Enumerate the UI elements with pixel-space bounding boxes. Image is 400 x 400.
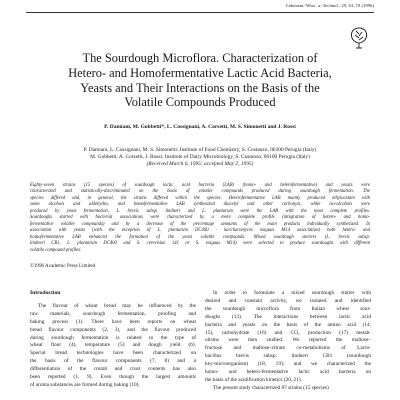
header-rule xyxy=(26,12,374,13)
text-line: The flavour of wheat bread may be influenced by the xyxy=(38,302,196,309)
text-line: doughs (13). The interactions between lactic acid xyxy=(205,313,371,320)
text-line: wheat flour (4), temperature (5) and dough yield (6). xyxy=(30,342,196,349)
text-line: of aroma substances are formed during baking (10), xyxy=(30,381,140,388)
abstract-line: association with yeasts (with the exception of L. plantarum DC400 · Saccharomyces exiguus M14 association) both hetero- and xyxy=(30,228,370,234)
text-line: been reported (1, 9). Even though the largest amounts xyxy=(30,374,196,381)
text-line: In order to formulate a mixed sourdough starter with xyxy=(213,290,371,296)
publisher-logo-icon xyxy=(348,26,370,50)
text-line: raw materials, sourdough fermentation, proofing and xyxy=(30,310,196,317)
text-line: differentiation of the crumb and crust contents has also xyxy=(30,366,196,373)
abstract-line: species differed and, in general, the strains differed within the species. Heterofermentative LAB mainly produced ethylacetate with xyxy=(30,195,370,201)
text-line: the basis of the acidification kinetics (20, 21). xyxy=(205,376,302,383)
affiliations xyxy=(20,147,380,169)
abstract-line: Sourdoughs started with bacterial associations were characterized by a more complete profile (integration of hetero- and homo- xyxy=(30,215,370,221)
section-heading-introduction: Introduction xyxy=(30,290,61,296)
abstract-line: produced by yeast fermentation. L. brevis subsp. lindneri and L. plantarum were the LAB with the most complete profiles. xyxy=(30,208,370,214)
text-line: the sourdough microflora from Italian wheat sour- xyxy=(205,305,371,312)
text-line: bacteria and yeasts on the basis of the amino acid (14, xyxy=(205,321,371,328)
text-line: olisms were then studied. We reported the maltose– xyxy=(205,337,371,344)
text-line: desired and constant activity, we isolated and identified xyxy=(205,297,371,304)
text-line: key-microorganism) (18, 19); and we characterized the xyxy=(205,361,371,368)
received-dates: (Received March 6, 1995; accepted May 2, 1995) xyxy=(146,161,254,168)
left-column xyxy=(30,290,196,390)
abstract-line: fermentative volatile compounds) and by a decrease of the percentage amounts of the main products individually synthesized. In xyxy=(30,221,370,227)
title-line: Yeasts and Their Interactions on the Basis of the xyxy=(80,80,320,95)
text-line: homo- and hetero-fermentative lactic acid bacteria on xyxy=(205,369,371,376)
text-line: 15), carbohydrate (16) and CO₂ production (17) metab- xyxy=(205,329,371,336)
text-line: the basis of the flavour components (7, 8) and a xyxy=(30,358,196,365)
abstract xyxy=(30,183,370,254)
title-line: The Sourdough Microflora. Characterization of xyxy=(82,51,318,65)
text-line: bread flavour components (2, 3), and the flavour produced xyxy=(30,326,196,333)
journal-reference: Lebensm.-Wiss. u.-Technol., 29, 63–70 (1996) xyxy=(286,3,374,8)
text-line: The present study characterized 87 strains (15 species) xyxy=(213,384,329,391)
affiliation-line: P. Damiani, L. Cossignani, M. S. Simonetti: Institute of Food Chemistry, S. Costanzo, 06100 Perugia (Italy) xyxy=(83,147,317,153)
abstract-line: Eighty-seven strains (15 species) of sourdough lactic acid bacteria (LAB) (homo- and heterofermentative) and yeasts were xyxy=(30,183,370,188)
text-line: fructose and maltose–citrate co-metabolisms of Lacto- xyxy=(205,345,371,352)
copyright-notice: ©1996 Academic Press Limited xyxy=(30,263,96,269)
introduction-text xyxy=(30,303,196,390)
title-line: Hetero- and Homofermentative Lactic Acid Bacteria, xyxy=(68,65,332,80)
abstract-line: characterized and statistically-discriminated on the basis of volatile compounds produced during sourdough fermentation. The xyxy=(30,189,370,195)
abstract-line: some alcohols and aldehydes, and homofermentative LAB synthesized diacetyl and other carbonyls, while iso-alcohols were xyxy=(30,202,370,208)
author-list: P. Damiani, M. Gobbetti*, L. Cossignani, A. Corsetti, M. S. Simonetti and J. Rossi xyxy=(104,124,296,130)
title-line: Volatile Compounds Produced xyxy=(124,95,276,110)
paper-title xyxy=(40,51,360,110)
right-column-text xyxy=(205,290,371,393)
text-line: baking process (1). There have been reports on wheat xyxy=(30,318,196,325)
affiliation-line: M. Gobbetti, A. Corsetti, J. Rossi: Institute of Dairy Microbiology, S. Costanzo, 06100 Perugia (Italy) xyxy=(90,154,310,161)
right-column xyxy=(205,290,371,393)
abstract-line: homofermentative LAB enhanced the formation of the yeast volatile compounds. Mixed sourdough starters (L. brevis subsp. xyxy=(30,234,370,240)
abstract-line: volatile compound profiles. xyxy=(30,247,82,253)
text-line: Special bread technologies have been characterized on xyxy=(30,350,196,357)
text-line: bacillus brevis subsp. lindneri CB1 (sourdough xyxy=(205,353,371,360)
abstract-line: lindneri CB1, L. plantarum DC400 and S. cerevisiae 141 or S. exiguus M14) were selected to produce sourdoughs with different xyxy=(30,241,370,247)
text-line: during sourdough fermentation is related to the type of xyxy=(30,334,196,341)
